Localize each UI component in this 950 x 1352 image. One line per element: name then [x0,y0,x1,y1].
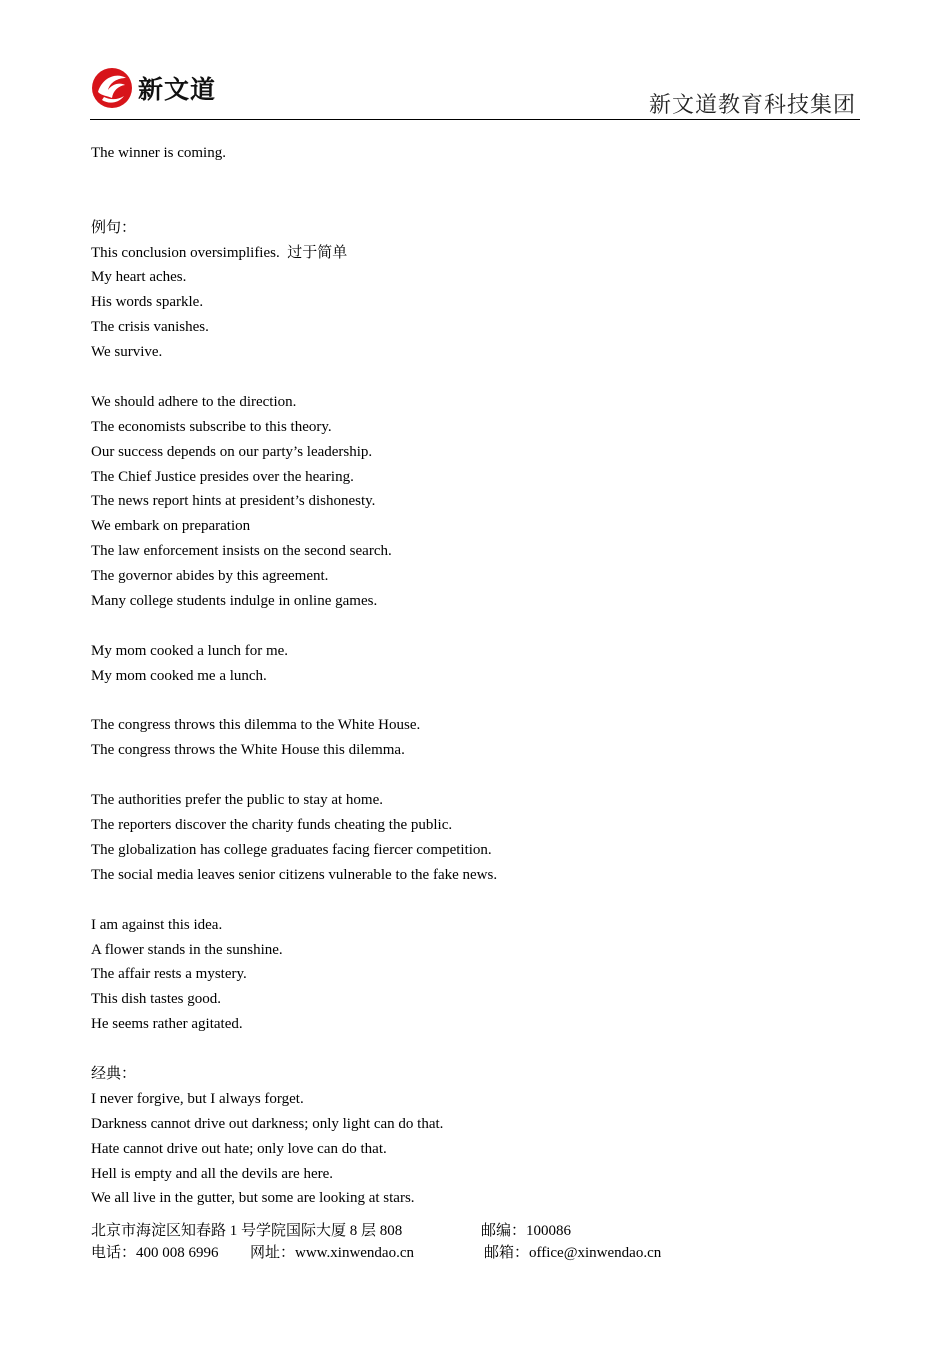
sentence: The congress throws the White House this dilemma. [91,742,405,759]
sentence: The law enforcement insists on the second search. [91,543,392,560]
company-name: 新文道教育科技集团 [648,93,856,118]
sentence: My heart aches. [91,269,187,286]
classics-heading: 经典： [91,1065,137,1082]
sentence: We survive. [91,344,163,361]
sentence: His words sparkle. [91,294,204,311]
footer-postcode: 邮编：100086 [481,1223,572,1239]
sentence: He seems rather agitated. [91,1016,243,1033]
sentence: My mom cooked me a lunch. [91,667,267,684]
sentence: Many college students indulge in online games. [91,593,378,610]
sentence: The Chief Justice presides over the hearing. [91,468,354,485]
sentence: The news report hints at president’s dishonesty. [91,493,376,510]
quote: Hate cannot drive out hate; only love can do that. [91,1140,387,1157]
document-body [91,141,851,1211]
quote: Hell is empty and all the devils are here. [91,1165,333,1182]
logo [90,66,216,110]
quote: I never forgive, but I always forget. [91,1090,304,1107]
sentence: This dish tastes good. [91,991,221,1008]
examples-heading: 例句： [91,219,137,236]
sentence: My mom cooked a lunch for me. [91,642,289,659]
footer-phone: 电话：400 008 6996 [91,1245,219,1261]
sentence: The crisis vanishes. [91,319,209,336]
footer-address: 北京市海淀区知春路 1 号学院国际大厦 8 层 808 [91,1223,403,1239]
footer-email: 邮箱：office@xinwendao.cn [484,1245,662,1261]
page-header [90,62,860,120]
logo-text: 新文道 [138,75,217,104]
sentence: We should adhere to the direction. [91,393,297,410]
sentence: The social media leaves senior citizens vulnerable to the fake news. [91,866,498,883]
sentence: I am against this idea. [91,916,223,933]
sentence: Our success depends on our party’s leadership. [91,443,373,460]
sentence: The affair rests a mystery. [91,966,247,983]
page-footer [91,1220,851,1264]
sentence: The authorities prefer the public to stay at home. [91,792,383,809]
footer-website: 网址：www.xinwendao.cn [250,1245,414,1261]
sentence: The globalization has college graduates facing fiercer competition. [91,841,492,858]
sentence: A flower stands in the sunshine. [91,941,283,958]
sentence: The reporters discover the charity funds cheating the public. [91,817,453,834]
sentence: This conclusion oversimplifies. 过于简单 [91,244,348,261]
quote: We all live in the gutter, but some are looking at stars. [91,1190,415,1207]
quote: Darkness cannot drive out darkness; only light can do that. [91,1115,444,1132]
sentence: We embark on preparation [91,518,251,535]
intro-line: The winner is coming. [91,145,226,161]
sentence: The governor abides by this agreement. [91,568,329,585]
header-divider [90,119,860,120]
sentence: The economists subscribe to this theory. [91,418,332,435]
sentence: The congress throws this dilemma to the White House. [91,717,421,734]
phoenix-logo-icon [90,66,134,110]
